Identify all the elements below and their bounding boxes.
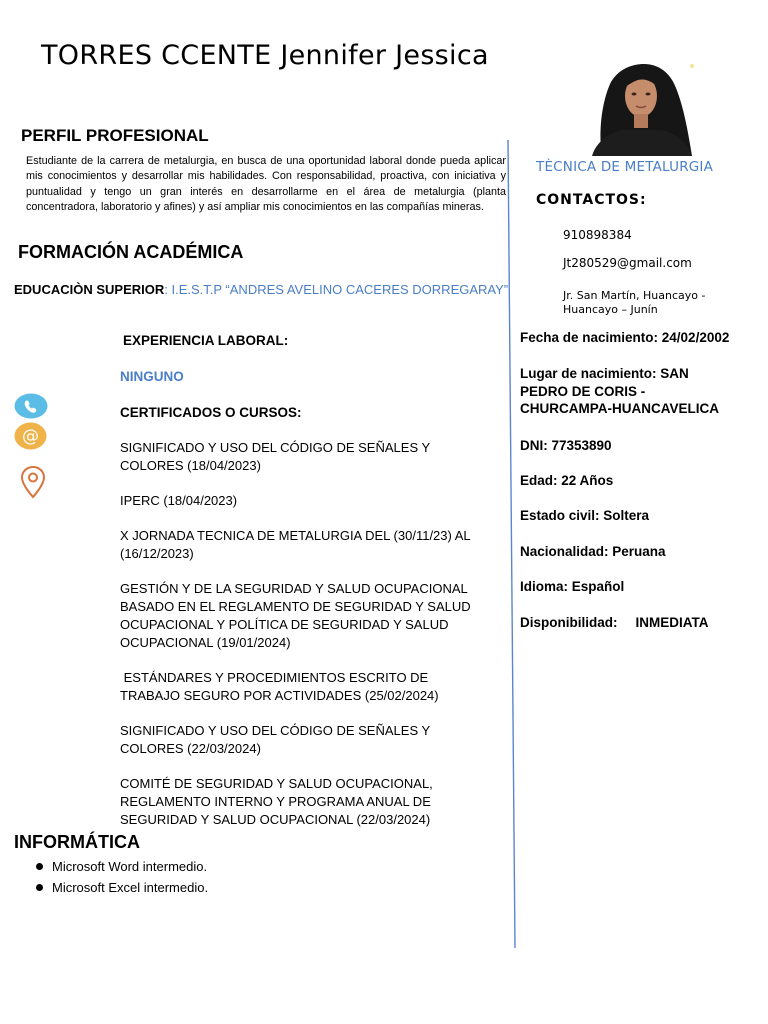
certificates-heading: CERTIFICADOS O CURSOS: [120, 405, 302, 420]
column-divider [507, 140, 516, 948]
skill-item [36, 856, 208, 877]
birth-date: Fecha de nacimiento: 24/02/2002 [520, 330, 730, 345]
bullet-icon [36, 884, 43, 891]
certificate-item: GESTIÓN Y DE LA SEGURIDAD Y SALUD OCUPACIONAL BASADO EN EL REGLAMENTO DE SEGURIDAD Y SALUD OCUPACIONAL Y POLÍTICA DE SEGURIDAD Y SALUD OCUPACIONAL (19/01/2024) [120, 581, 471, 650]
availability-label: Disponibilidad: [520, 615, 618, 630]
candidate-name: TORRES CCENTE Jennifer Jessica [41, 40, 489, 71]
informatics-heading: INFORMÁTICA [14, 832, 140, 852]
skill-label: Microsoft Excel intermedio. [52, 880, 209, 895]
phone-number: 910898384 [563, 228, 632, 242]
informatics-list [36, 856, 208, 898]
email-address: Jt280529@gmail.com [563, 256, 692, 270]
education-level: EDUCACIÒN SUPERIOR [14, 282, 165, 297]
profile-photo [588, 62, 695, 156]
availability [520, 614, 709, 632]
certificate-item: COMITÉ DE SEGURIDAD Y SALUD OCUPACIONAL, REGLAMENTO INTERNO Y PROGRAMA ANUAL DE SEGURIDAD Y SALUD OCUPACIONAL (22/03/2024) [120, 776, 433, 827]
education-entry [14, 282, 508, 297]
location-icon [20, 465, 46, 499]
profile-heading: PERFIL PROFESIONAL [21, 126, 209, 145]
email-icon [14, 422, 47, 450]
education-heading: FORMACIÓN ACADÉMICA [18, 242, 244, 262]
education-institution: I.E.S.T.P “ANDRES AVELINO CACERES DORREGARAY” [171, 282, 509, 297]
experience-heading: EXPERIENCIA LABORAL: [123, 333, 289, 348]
education-separator: : [164, 282, 172, 297]
nationality: Nacionalidad: Peruana [520, 544, 666, 559]
bullet-icon [36, 863, 43, 870]
skill-item [36, 877, 208, 898]
skill-label: Microsoft Word intermedio. [52, 859, 208, 874]
home-address: Jr. San Martín, Huancayo - Huancayo – Junín [563, 289, 706, 316]
svg-text:@: @ [22, 426, 39, 447]
availability-value: INMEDIATA [635, 615, 709, 630]
certificate-item: SIGNIFICADO Y USO DEL CÓDIGO DE SEÑALES Y COLORES (22/03/2024) [120, 723, 430, 757]
dni: DNI: 77353890 [520, 438, 612, 453]
birth-place: Lugar de nacimiento: SAN PEDRO DE CORIS -CHURCAMPA-HUANCAVELICA [520, 366, 719, 416]
certificate-item: IPERC (18/04/2023) [120, 493, 238, 509]
certificate-item: X JORNADA TECNICA DE METALURGIA DEL (30/11/23) AL (16/12/2023) [120, 528, 471, 562]
contacts-heading: CONTACTOS: [536, 192, 647, 208]
phone-icon [14, 393, 48, 419]
profile-text: Estudiante de la carrera de metalurgia, en busca de una oportunidad laboral donde pueda aplicar mis conocimientos y desarrollar mis habilidades. Con responsabilidad, proactiva, con iniciativa y puntualidad y tengo un gran interés en desarrollarme en el área de metalurgia (planta concentradora, laboratorio y afines) y así ampliar mis conocimientos en las compañías mineras. [26, 155, 506, 213]
certificates-list [120, 439, 490, 846]
certificate-item: SIGNIFICADO Y USO DEL CÓDIGO DE SEÑALES Y COLORES (18/04/2023) [120, 440, 430, 473]
experience-value: NINGUNO [120, 369, 184, 384]
certificate-item: ESTÁNDARES Y PROCEDIMIENTOS ESCRITO DE TRABAJO SEGURO POR ACTIVIDADES (25/02/2024) [120, 670, 439, 703]
language: Idioma: Español [520, 579, 625, 594]
job-title: TÈCNICA DE METALURGIA [536, 159, 714, 175]
age: Edad: 22 Años [520, 473, 614, 488]
civil-status: Estado civil: Soltera [520, 508, 650, 523]
